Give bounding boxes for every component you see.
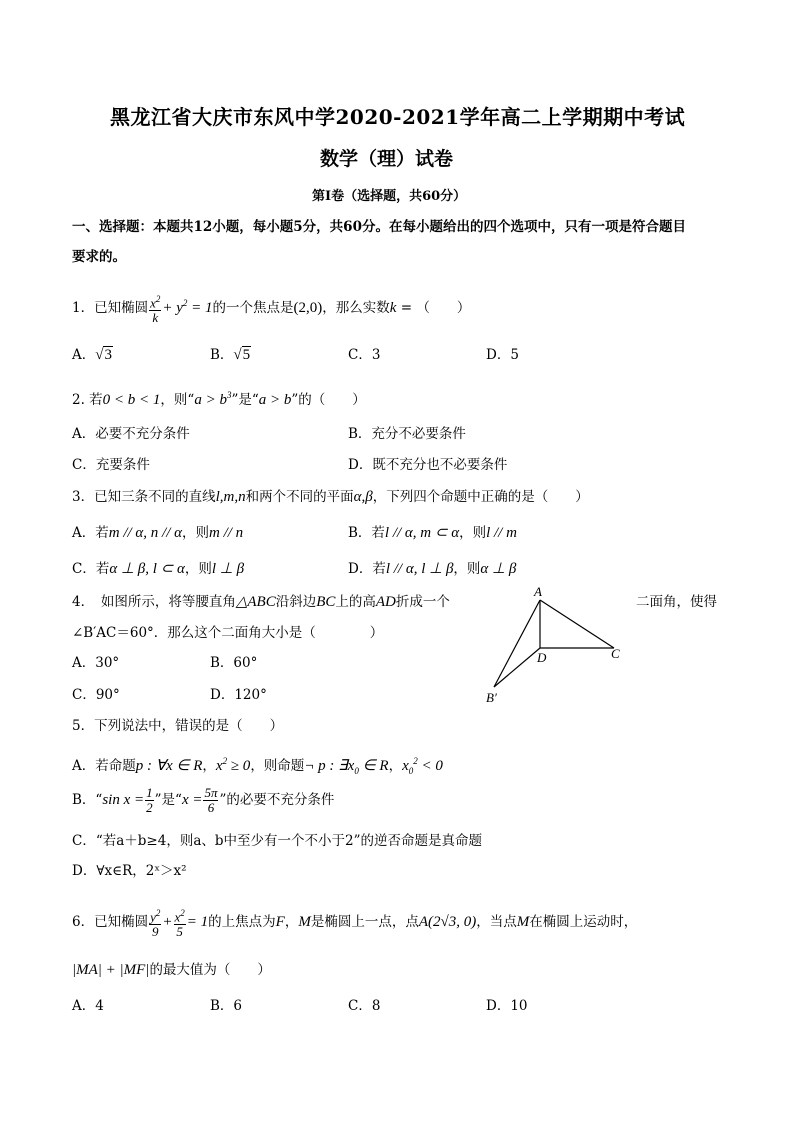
label-c: C (611, 646, 620, 661)
q1-option-c: C．3 (348, 347, 381, 363)
label-b: B′ (486, 690, 497, 705)
q3-option-d: D．若l // α, l ⊥ β，则α ⊥ β (348, 561, 517, 577)
q1-fraction: $\frac{x^2}{k}$ (150, 294, 161, 326)
q3-option-b: B．若l // α, m ⊂ α，则l // m (348, 525, 517, 541)
question-6-line2: |MA| + |MF|的最大值为（ ） (72, 962, 271, 978)
q1-end: （ ） (416, 300, 471, 317)
folded-triangle-figure (480, 586, 640, 708)
q4-option-b: B．60° (210, 655, 258, 671)
exam-title: 黑龙江省大庆市东风中学2020-2021学年高二上学期期中考试 (110, 105, 686, 129)
q5-option-d: D．∀x∈R，2ˣ＞x² (72, 863, 187, 879)
q1-suffix: ，那么实数 (322, 300, 390, 317)
question-6: 6．已知椭圆 $\frac{y^2}{9}$ + $\frac{x^2}{5}$ = 1的上焦点为F，M是椭圆上一点，点A(2√3, 0)，当点M在椭圆上运动时， (72, 908, 638, 940)
edge-a-b (494, 600, 540, 687)
q5-option-c: C．“若a＋b≥4，则a、b中至少有一个不小于2”的逆否命题是真命题 (72, 833, 483, 849)
q1-prefix: 1．已知椭圆 (72, 300, 149, 317)
question-5: 5．下列说法中，错误的是（ ） (72, 718, 284, 734)
label-a: A (534, 586, 542, 599)
q1-option-a: A．√3 (72, 347, 112, 363)
question-1: 1．已知椭圆 $\frac{x^2}{k}$ + $y^2 = 1$的一个焦点是(2,0)，那么实数k = （ ） (72, 294, 471, 326)
q4-option-d: D．120° (210, 687, 267, 703)
q1-option-d: D．5 (486, 347, 519, 363)
exam-subtitle: 数学（理）试卷 (320, 148, 454, 170)
q6-option-d: D．10 (486, 998, 528, 1014)
question-4-tail: 二面角，使得 (636, 594, 717, 610)
q3-option-c: C．若α ⊥ β, l ⊂ α，则l ⊥ β (72, 561, 245, 577)
section-heading-line2: 要求的。 (72, 249, 126, 265)
q2-option-d: D．既不充分也不必要条件 (348, 457, 508, 473)
q1-option-b: B．√5 (210, 347, 251, 363)
q5-option-a: A．若命题p : ∀x ∈ R，$x^2 \ge 0$，则命题¬ p : $\exists x_0$ ∈ R，$x_0^2 < 0$ (72, 756, 443, 776)
q4-option-a: A．30° (72, 655, 120, 671)
q2-option-c: C．充要条件 (72, 457, 150, 473)
volume-heading: 第I卷（选择题，共60分） (312, 189, 467, 204)
section-heading-line1: 一、选择题：本题共12小题，每小题5分，共60分。在每小题给出的四个选项中，只有一项是符合题目 (72, 219, 686, 235)
q6-option-c: C．8 (348, 998, 381, 1014)
edge-a-c (540, 600, 614, 648)
q1-mid: 的一个焦点是 (212, 300, 294, 317)
q5-option-b: B．“sin x = $\frac{1}{2}$ ”是“x = $\frac{5\pi}{6}$ ”的必要不充分条件 (72, 785, 335, 815)
q2-option-a: A．必要不充分条件 (72, 426, 190, 442)
question-4: 4． 如图所示，将等腰直角△ABC沿斜边BC上的高AD折成一个 (72, 594, 450, 610)
q2-option-b: B．充分不必要条件 (348, 426, 466, 442)
question-2: 2. 若0 < b < 1，则“$a > b^3$”是“a > b”的（ ） (72, 390, 366, 408)
question-4-line2: ∠B′AC＝60°．那么这个二面角大小是（ ） (72, 625, 384, 641)
q6-option-b: B．6 (210, 998, 243, 1014)
edge-d-b (494, 648, 540, 687)
q4-option-c: C．90° (72, 687, 120, 703)
label-d: D (537, 650, 547, 665)
question-3: 3．已知三条不同的直线l,m,n和两个不同的平面α,β，下列四个命题中正确的是（ ） (72, 489, 589, 505)
q3-option-a: A．若m // α, n // α，则m // n (72, 525, 244, 541)
q6-option-a: A．4 (72, 998, 104, 1014)
